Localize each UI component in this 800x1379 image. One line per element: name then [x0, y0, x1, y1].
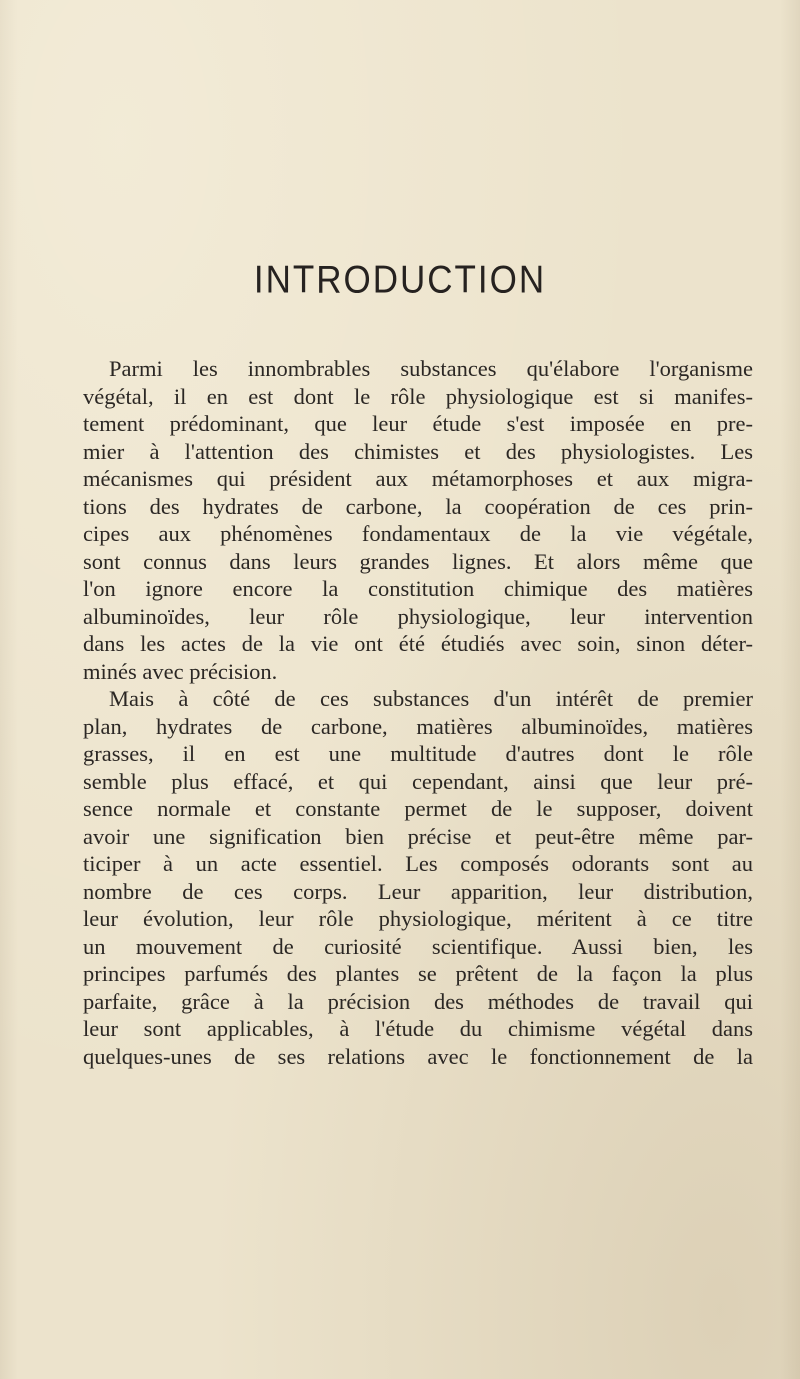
text-line: nombre de ces corps. Leur apparition, leur distribution,: [83, 878, 753, 904]
text-line: sence normale et constante permet de le supposer, doivent: [83, 796, 753, 821]
text-line: semble plus effacé, et qui cependant, ainsi que leur pré-: [83, 768, 753, 794]
text-line: tement prédominant, que leur étude s'est imposée en pre-: [83, 411, 753, 436]
text-line: mier à l'attention des chimistes et des physiologistes. Les: [83, 438, 753, 464]
text-line: principes parfumés des plantes se prêtent de la façon la plus: [83, 961, 753, 986]
text-line: sont connus dans leurs grandes lignes. Et alors même que: [83, 548, 753, 574]
text-line: minés avec précision.: [83, 658, 278, 684]
text-line: mécanismes qui président aux métamorphoses et aux migra-: [83, 466, 753, 491]
text-line: tions des hydrates de carbone, la coopération de ces prin-: [83, 493, 753, 519]
text-line: un mouvement de curiosité scientifique. Aussi bien, les: [83, 933, 753, 959]
text-line: Parmi les innombrables substances qu'élabore l'organisme: [109, 356, 753, 381]
text-line: leur évolution, leur rôle physiologique, méritent à ce titre: [83, 906, 753, 931]
text-line: quelques-unes de ses relations avec le fonctionnement de la: [83, 1043, 753, 1069]
text-line: cipes aux phénomènes fondamentaux de la vie végétale,: [83, 521, 753, 546]
text-line: Mais à côté de ces substances d'un intérêt de premier: [109, 686, 753, 711]
text-line: parfaite, grâce à la précision des méthodes de travail qui: [83, 988, 753, 1014]
text-line: plan, hydrates de carbone, matières albuminoïdes, matières: [83, 713, 753, 739]
text-line: dans les actes de la vie ont été étudiés avec soin, sinon déter-: [83, 631, 753, 656]
chapter-heading: INTRODUCTION: [253, 258, 547, 302]
text-line: leur sont applicables, à l'étude du chimisme végétal dans: [83, 1016, 753, 1041]
text-line: végétal, il en est dont le rôle physiologique est si manifes-: [83, 383, 753, 409]
text-line: l'on ignore encore la constitution chimique des matières: [83, 576, 753, 601]
text-line: grasses, il en est une multitude d'autres dont le rôle: [83, 741, 753, 766]
text-line: avoir une signification bien précise et peut-être même par-: [83, 823, 753, 849]
text-line: albuminoïdes, leur rôle physiologique, leur intervention: [83, 603, 753, 629]
body-text: [83, 355, 753, 1070]
text-line: ticiper à un acte essentiel. Les composés odorants sont au: [83, 851, 753, 876]
